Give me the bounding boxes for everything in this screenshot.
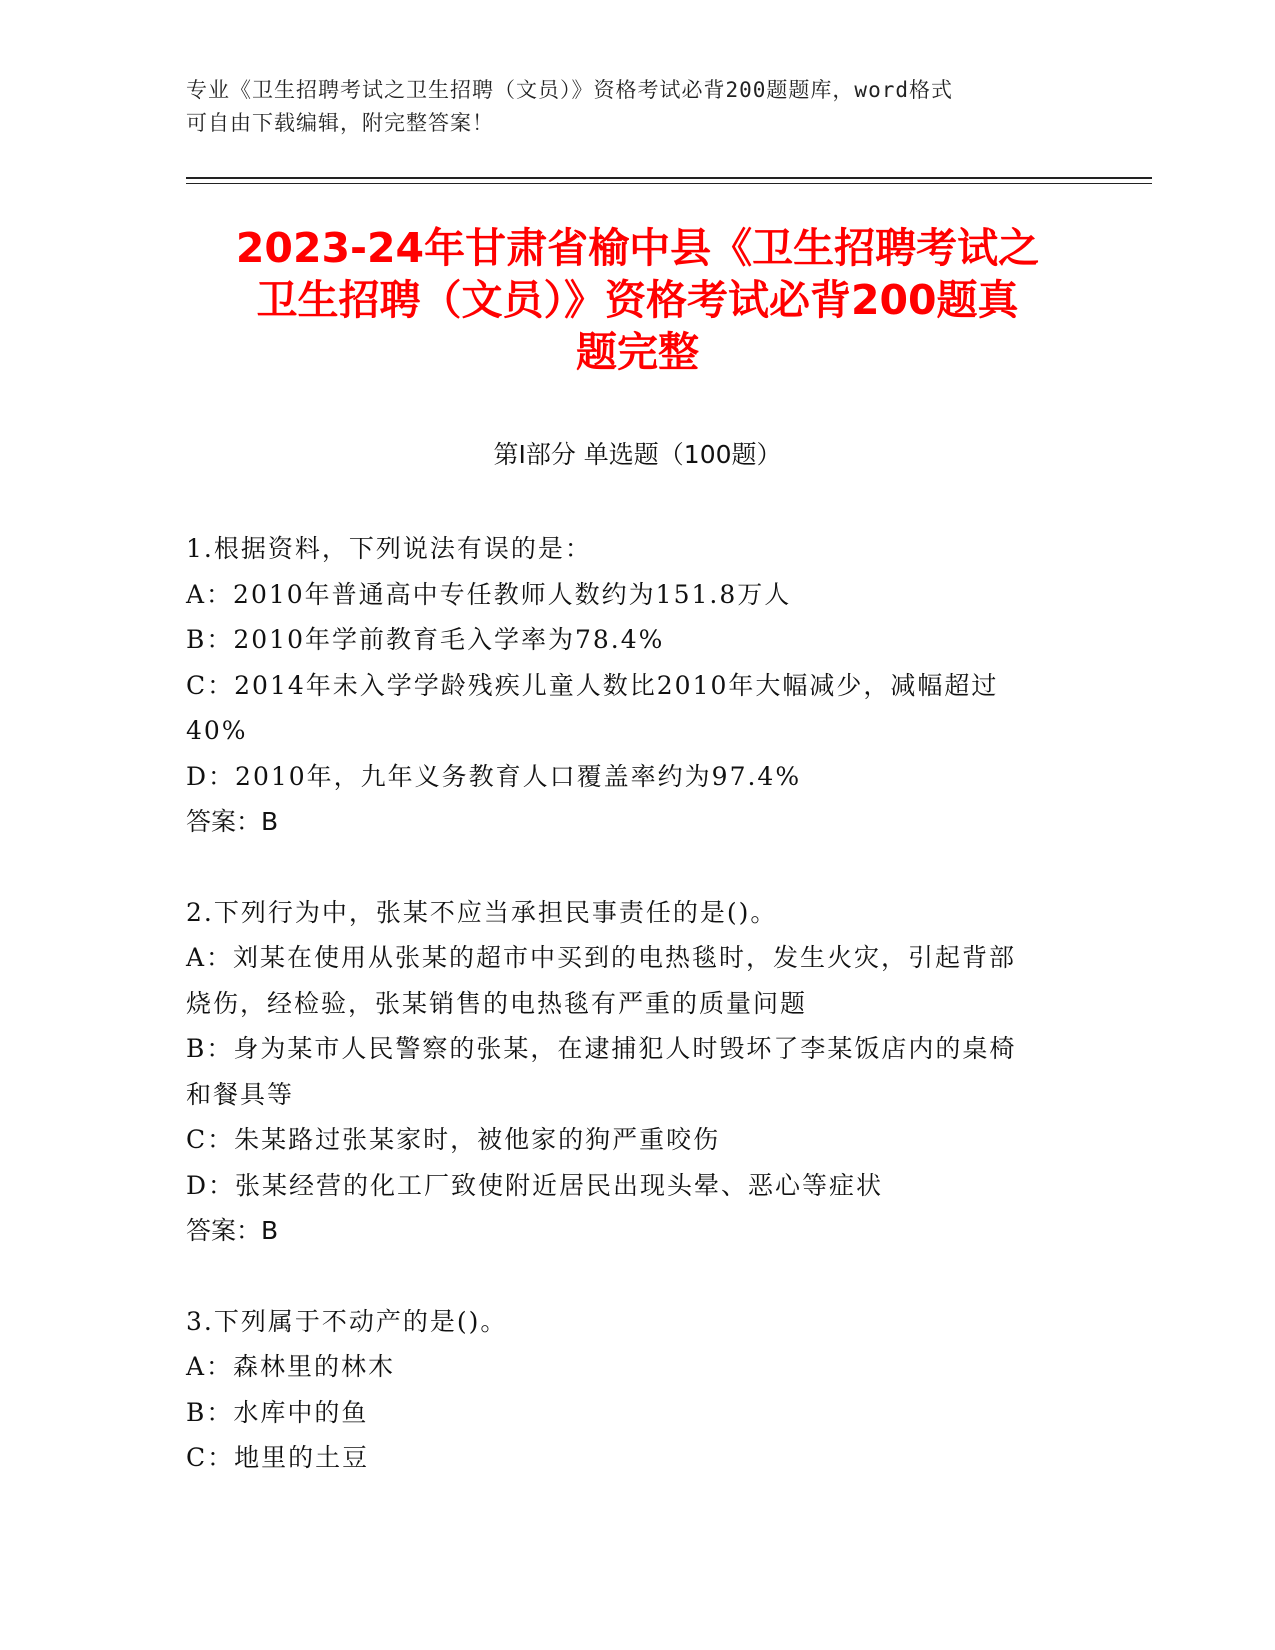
option-c: C：地里的土豆: [186, 1443, 370, 1472]
document-title-line-2: 卫生招聘（文员）》资格考试必背200题真: [256, 276, 1019, 324]
option-b: B：2010年学前教育毛入学率为78.4%: [186, 625, 665, 654]
option-a-continued: 烧伤，经检验，张某销售的电热毯有严重的质量问题: [186, 988, 808, 1018]
question-2: [186, 890, 1086, 1254]
option-c-continued: 40%: [186, 716, 248, 745]
answer: 答案：B: [186, 1216, 279, 1245]
option-a: A：2010年普通高中专任教师人数约为151.8万人: [186, 579, 792, 609]
header-note: [186, 74, 1066, 140]
question-3: [186, 1299, 1086, 1481]
option-a: A：刘某在使用从张某的超市中买到的电热毯时，发生火灾，引起背部: [186, 943, 1017, 972]
question-1: [186, 526, 1086, 845]
answer: 答案：B: [186, 807, 279, 836]
question-stem: 3.下列属于不动产的是()。: [186, 1306, 508, 1336]
option-a: A：森林里的林木: [186, 1352, 396, 1381]
section-title: 第Ⅰ部分 单选题（100题）: [493, 440, 782, 469]
option-b: B：水库中的鱼: [186, 1397, 369, 1427]
header-note-line-1: 专业《卫生招聘考试之卫生招聘（文员）》资格考试必背200题题库，word格式: [186, 78, 953, 102]
option-d: D：2010年，九年义务教育人口覆盖率约为97.4%: [186, 761, 802, 791]
header-rule-thin: [186, 183, 1152, 184]
document-title-line-1: 2023-24年甘肃省榆中县《卫生招聘考试之: [235, 224, 1040, 272]
question-list: [186, 526, 1086, 1481]
option-b-continued: 和餐具等: [186, 1079, 295, 1109]
document-title: [150, 222, 1125, 378]
header-rule-thick: [186, 177, 1152, 179]
option-c: C：朱某路过张某家时，被他家的狗严重咬伤: [186, 1125, 721, 1154]
document-title-line-3: 题完整: [576, 328, 699, 376]
header-note-line-2: 可自由下载编辑，附完整答案！: [186, 111, 494, 135]
option-c: C：2014年未入学学龄残疾儿童人数比2010年大幅减少，减幅超过: [186, 670, 999, 700]
question-stem: 1.根据资料，下列说法有误的是：: [186, 534, 592, 563]
question-stem: 2.下列行为中，张某不应当承担民事责任的是()。: [186, 897, 778, 927]
option-d: D：张某经营的化工厂致使附近居民出现头晕、恶心等症状: [186, 1170, 884, 1200]
option-b: B：身为某市人民警察的张某，在逮捕犯人时毁坏了李某饭店内的桌椅: [186, 1034, 1017, 1063]
